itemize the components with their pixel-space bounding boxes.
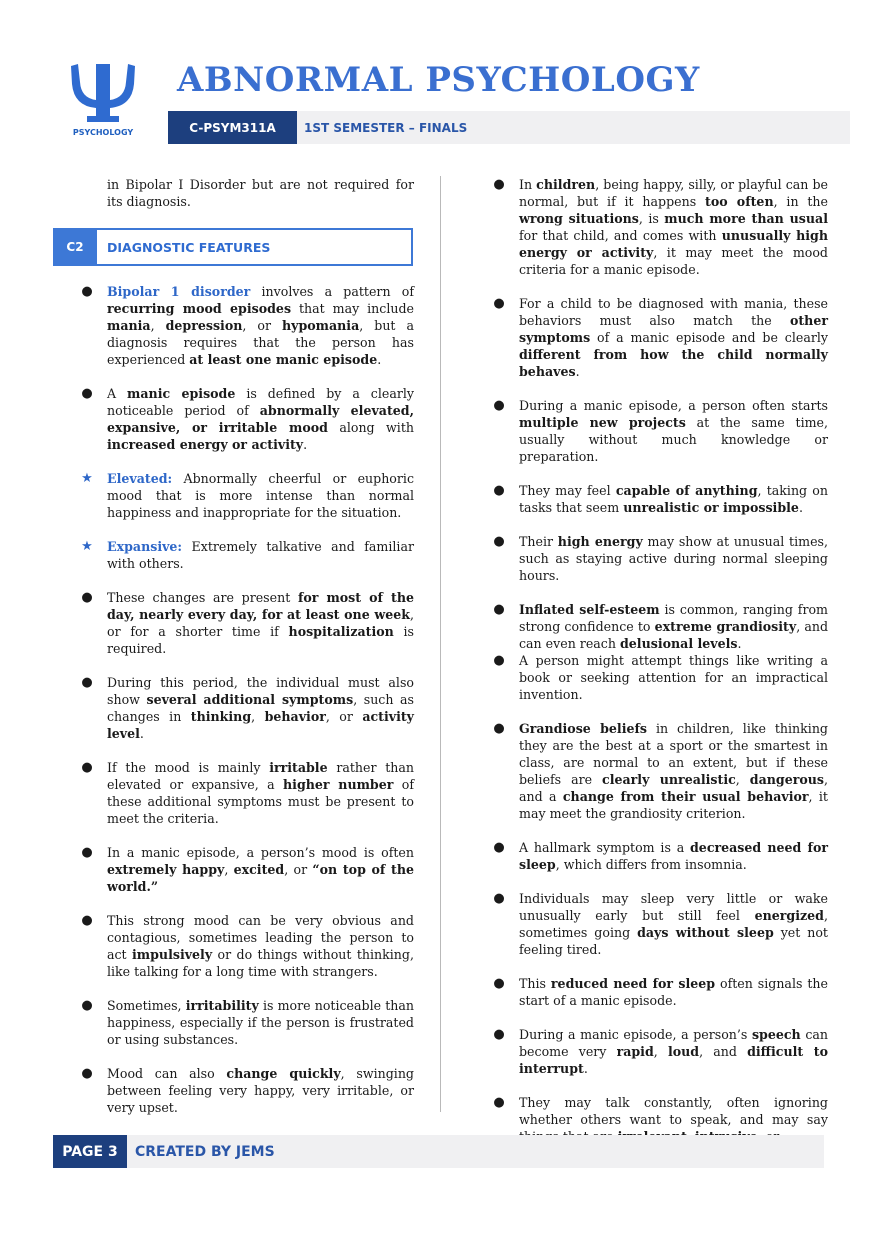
intro-text: in Bipolar I Disorder but are not required for its diagnosis.	[107, 177, 414, 209]
bullet-icon: ●	[493, 840, 505, 855]
list-item	[492, 975, 828, 1009]
list-item-text: During a manic episode, a person often starts multiple new projects at the same time, usually without much knowledge or preparation.	[519, 398, 829, 464]
page-number: PAGE 3	[53, 1135, 127, 1168]
list-item-text: In a manic episode, a person’s mood is often extremely happy, excited, or “on top of the world.”	[107, 845, 414, 894]
list-item	[492, 839, 828, 873]
bullet-icon: ●	[493, 891, 505, 906]
list-item	[80, 912, 414, 980]
list-item-text: Elevated: Abnormally cheerful or euphoric mood that is more intense than normal happiness and inappropriate for the situation.	[107, 471, 414, 520]
bullet-icon: ●	[493, 976, 505, 991]
list-item-text: If the mood is mainly irritable rather than elevated or expansive, a higher number of these additional symptoms must be present to meet the criteria.	[107, 760, 414, 826]
list-item-text: Individuals may sleep very little or wake unusually early but still feel energized, sometimes going days without sleep yet not feeling tired.	[519, 891, 828, 957]
bullet-icon: ●	[81, 284, 93, 299]
list-item	[80, 997, 414, 1048]
list-item	[492, 1026, 828, 1077]
list-item	[80, 844, 414, 895]
list-item	[80, 538, 414, 572]
list-item	[80, 1065, 414, 1116]
list-item	[80, 759, 414, 827]
bullet-icon: ●	[493, 602, 505, 617]
list-item	[80, 589, 414, 657]
list-item	[492, 533, 828, 584]
list-item	[492, 890, 828, 958]
bullet-icon: ●	[493, 721, 505, 736]
list-item-text: Grandiose beliefs in children, like thinking they are the best at a sport or the smartest in class, are normal to an extent, but if these beliefs are clearly unrealistic, dangerous, and a change from their usual behavior, it may meet the grandiosity criterion.	[519, 721, 829, 821]
list-item-text: During this period, the individual must also show several additional symptoms, such as changes in thinking, behavior, or activity level.	[107, 675, 414, 741]
footer-credit: CREATED BY JEMS	[135, 1143, 275, 1160]
bullet-icon: ●	[81, 998, 93, 1013]
list-item-text: They may feel capable of anything, taking on tasks that seem unrealistic or impossible.	[519, 483, 829, 515]
bullet-icon: ●	[493, 177, 505, 192]
bullet-icon: ●	[493, 483, 505, 498]
logo-label: PSYCHOLOGY	[72, 128, 134, 137]
list-item	[492, 652, 828, 703]
bullet-icon: ●	[493, 398, 505, 413]
section-title: DIAGNOSTIC FEATURES	[107, 239, 271, 255]
list-item-text: This strong mood can be very obvious and contagious, sometimes leading the person to act impulsively or do things without thinking, like talking for a long time with strangers.	[107, 913, 414, 979]
star-icon: ★	[81, 539, 93, 554]
left-column	[66, 176, 414, 1133]
list-item-text: For a child to be diagnosed with mania, these behaviors must also match the other symptoms of a manic episode and be clearly different from how the child normally behaves.	[519, 296, 828, 379]
course-code: C-PSYM311A	[168, 111, 297, 144]
list-item-text: Their high energy may show at unusual times, such as staying active during normal sleeping hours.	[519, 534, 829, 583]
star-icon: ★	[81, 471, 93, 486]
list-item-text: A hallmark symptom is a decreased need for sleep, which differs from insomnia.	[519, 840, 828, 872]
page-title: ABNORMAL PSYCHOLOGY	[177, 60, 700, 100]
list-item-text: During a manic episode, a person’s speech can become very rapid, loud, and difficult to interrupt.	[519, 1027, 828, 1076]
list-item	[492, 482, 828, 516]
list-item	[492, 720, 828, 822]
bullet-icon: ●	[493, 1095, 505, 1110]
list-item-text: Bipolar 1 disorder involves a pattern of recurring mood episodes that may include mania, depression, or hypomania, but a diagnosis requires that the person has experienced at least one manic episode.	[107, 284, 414, 367]
list-item-text: Expansive: Extremely talkative and familiar with others.	[107, 539, 414, 571]
list-item-text: A manic episode is defined by a clearly noticeable period of abnormally elevated, expansive, or irritable mood along with increased energy or activity.	[107, 386, 414, 452]
list-item-text: This reduced need for sleep often signals the start of a manic episode.	[519, 976, 828, 1008]
left-list	[80, 283, 414, 1116]
bullet-icon: ●	[81, 845, 93, 860]
list-item-text: In children, being happy, silly, or playful can be normal, but if it happens too often, in the wrong situations, is much more than usual for that child, and comes with unusually high energy or activity, it may meet the mood criteria for a manic episode.	[519, 177, 828, 277]
list-item-text: Sometimes, irritability is more noticeable than happiness, especially if the person is frustrated or using substances.	[107, 998, 414, 1047]
bullet-icon: ●	[493, 653, 505, 668]
list-item-text: Mood can also change quickly, swinging between feeling very happy, very irritable, or very upset.	[107, 1066, 414, 1115]
section-number: C2	[53, 228, 97, 266]
list-item	[80, 283, 414, 368]
list-item	[492, 176, 828, 278]
bullet-icon: ●	[81, 675, 93, 690]
list-item	[492, 397, 828, 465]
right-column	[492, 176, 828, 1162]
list-item-text: They may talk constantly, often ignoring whether others want to speak, and may say	[519, 1095, 828, 1127]
bullet-icon: ●	[493, 1027, 505, 1042]
list-item	[492, 295, 828, 380]
list-item-text: These changes are present for most of the day, nearly every day, for at least one week, or for a shorter time if hospitalization is required.	[107, 590, 414, 656]
section-header	[53, 228, 413, 266]
list-item	[80, 674, 414, 742]
list-item	[80, 470, 414, 521]
bullet-icon: ●	[81, 590, 93, 605]
list-item-text: Inflated self-esteem is common, ranging from strong confidence to extreme grandiosity, and can even reach delusional levels.	[519, 602, 829, 651]
right-list	[492, 176, 828, 1145]
bullet-icon: ●	[81, 386, 93, 401]
bullet-icon: ●	[81, 913, 93, 928]
list-item-text: A person might attempt things like writing a book or seeking attention for an impractical invention.	[519, 653, 828, 702]
bullet-icon: ●	[81, 760, 93, 775]
list-item	[492, 601, 828, 652]
bullet-icon: ●	[493, 296, 505, 311]
list-item	[80, 385, 414, 453]
bullet-icon: ●	[81, 1066, 93, 1081]
psi-icon	[66, 60, 140, 124]
column-divider	[440, 176, 441, 1112]
bullet-icon: ●	[493, 534, 505, 549]
semester-label: 1ST SEMESTER – FINALS	[304, 120, 468, 135]
